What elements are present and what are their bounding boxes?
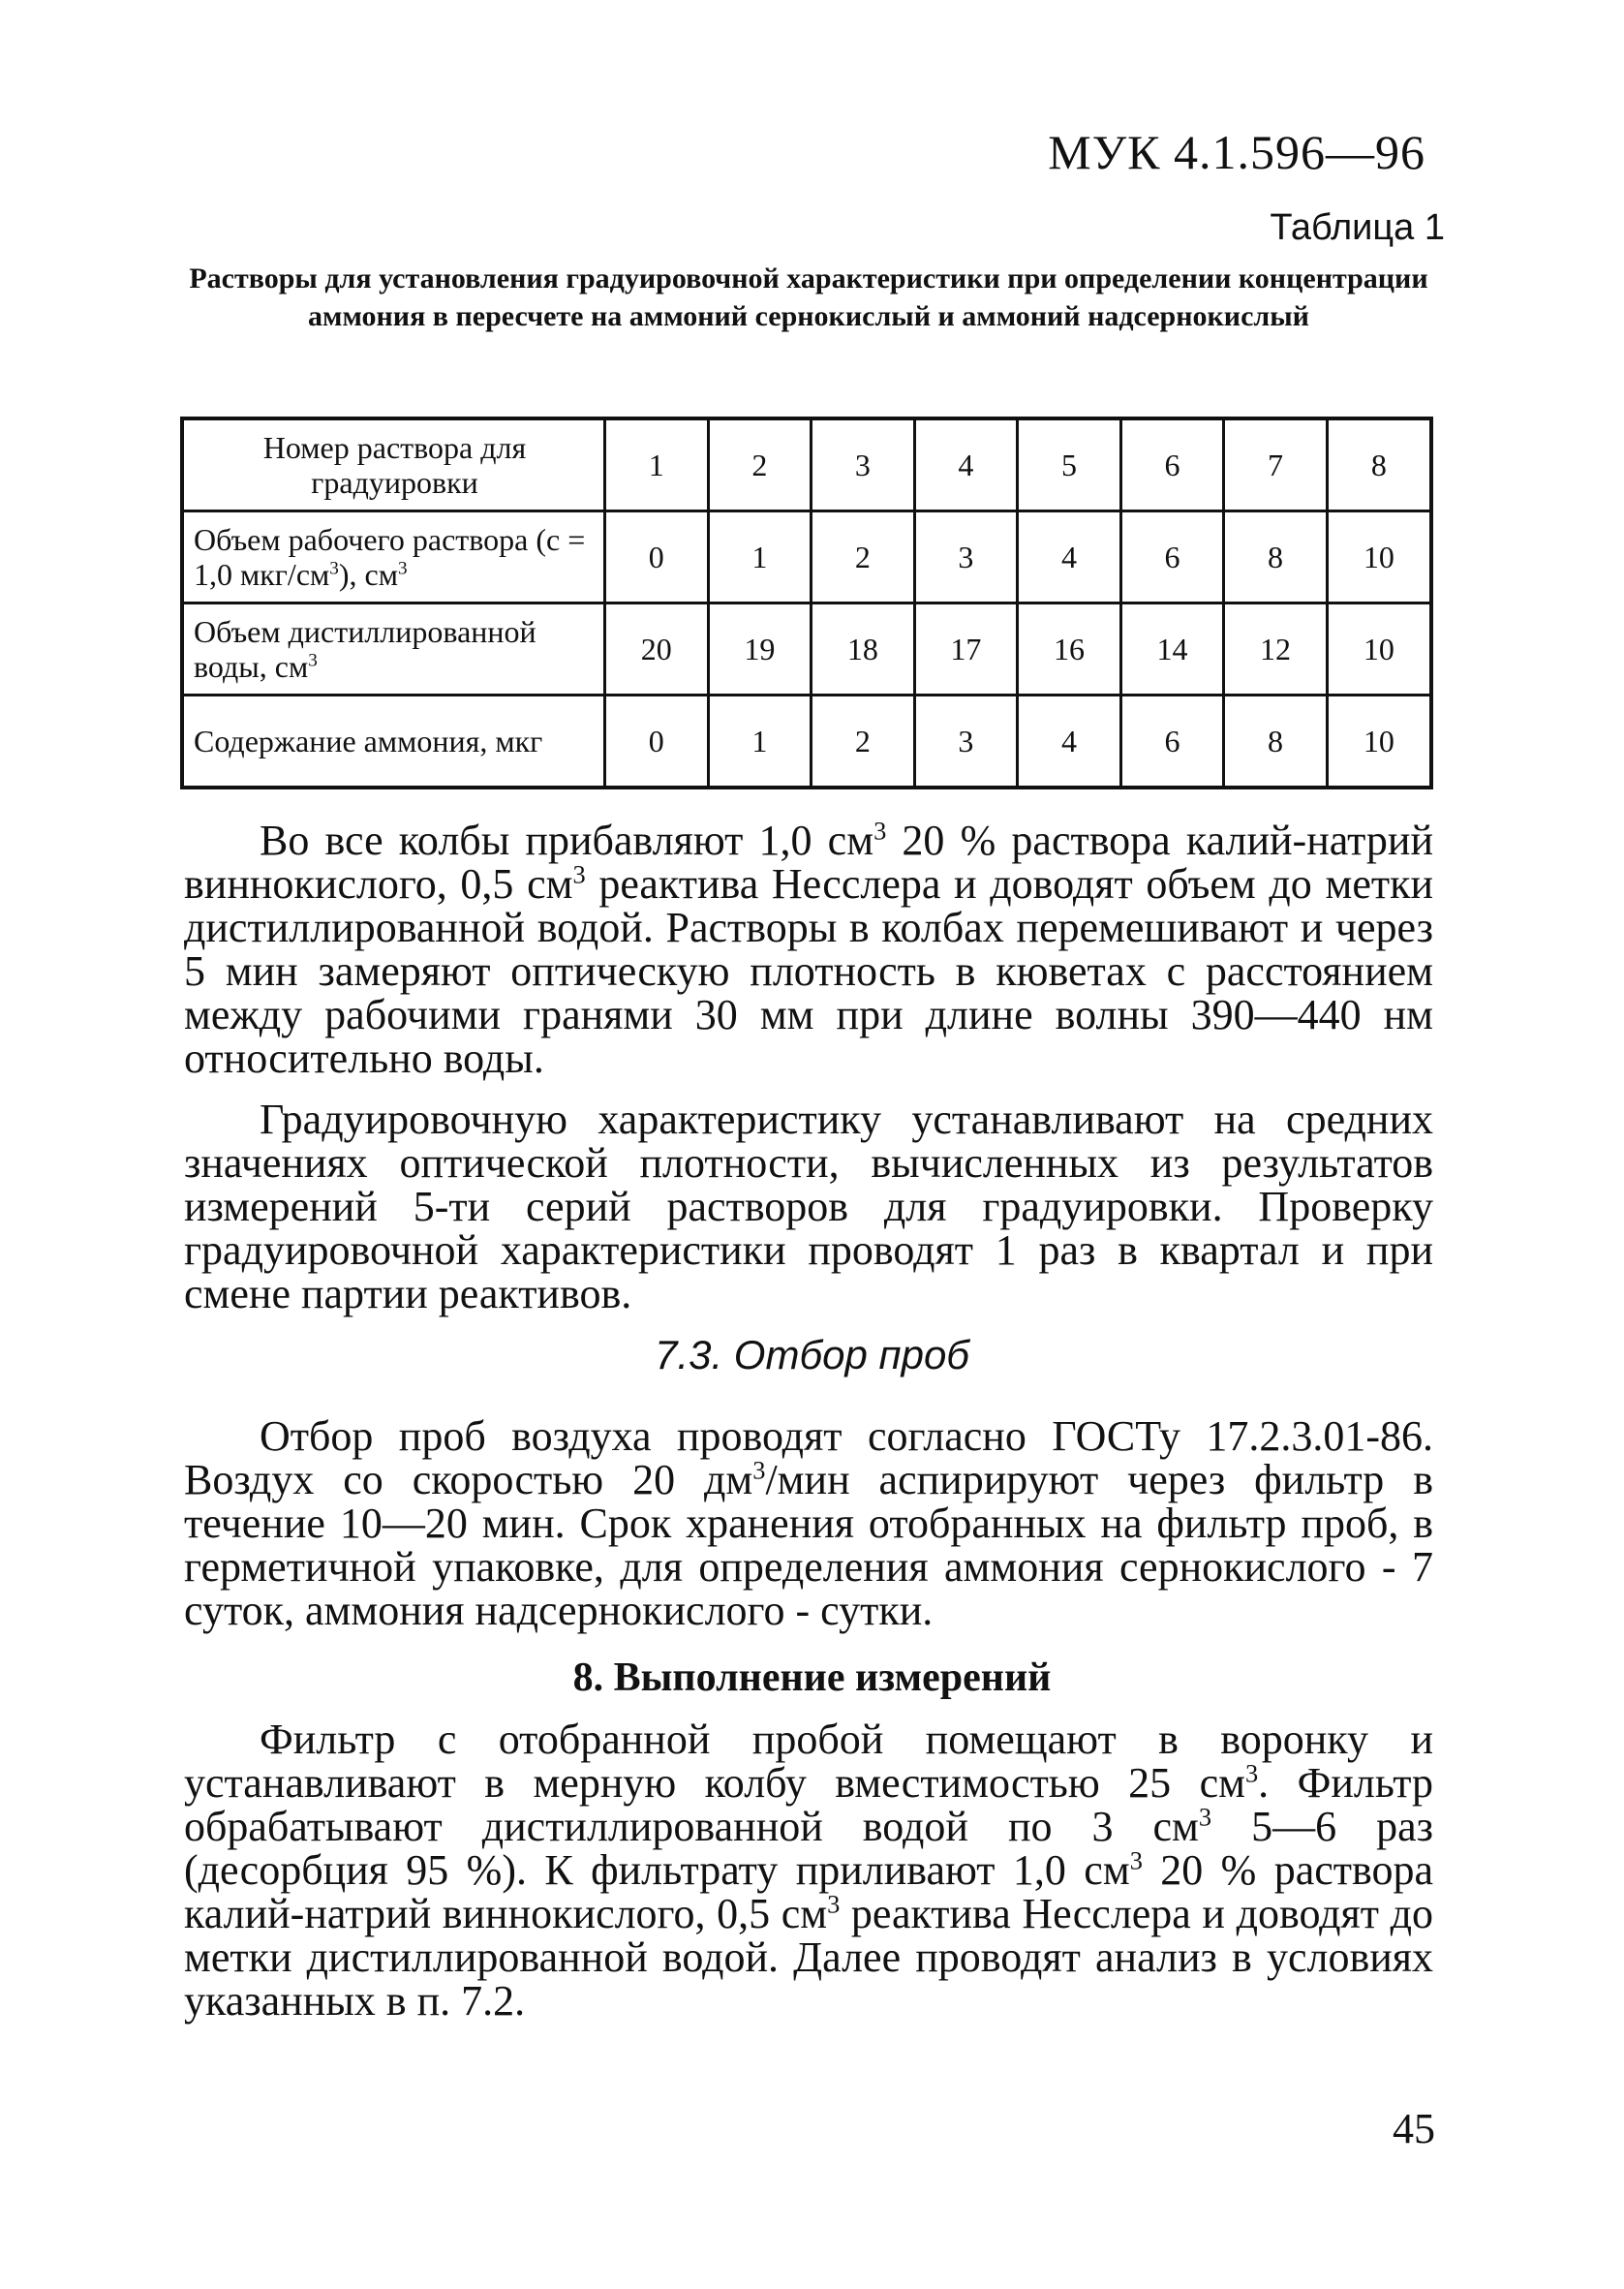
table-cell: 4 xyxy=(1018,511,1121,603)
table-body xyxy=(182,418,1431,788)
row-label: Объем рабочего раствора (с = 1,0 мкг/$см^3$), $см^3$ xyxy=(182,511,605,603)
paragraph: Во все колбы прибавляют 1,0 $см^3$ 20 % раствора калий-натрий виннокислого, 0,5 $см^3$ реактива Несслера и доводят объем до метки дистиллированной водой. Растворы в колбах перемешивают и через 5 мин замеряют оптическую плотность в кюветах с расстоянием между рабочими гранями 30 мм при длине волны 390—440 нм относительно воды. xyxy=(184,816,1433,1082)
table-row xyxy=(182,696,1431,789)
table-caption: Растворы для установления градуировочной характеристики при определении концентрации аммония в пересчете на аммоний сернокислый и аммоний надсернокислый xyxy=(189,263,1428,332)
table-cell: 0 xyxy=(605,511,709,603)
table-cell: 6 xyxy=(1120,418,1224,511)
table-cell: 2 xyxy=(812,511,915,603)
table-cell: 16 xyxy=(1018,603,1121,696)
page-number: 45 xyxy=(1393,2105,1435,2152)
table-cell: 10 xyxy=(1327,511,1431,603)
table-cell: 2 xyxy=(708,418,812,511)
section-7-2-text xyxy=(184,816,1433,1333)
table-cell: 6 xyxy=(1120,511,1224,603)
table-cell: 8 xyxy=(1327,418,1431,511)
table-cell: 3 xyxy=(812,418,915,511)
calibration-table xyxy=(180,417,1433,789)
table-cell: 4 xyxy=(1018,696,1121,789)
table-cell: 14 xyxy=(1120,603,1224,696)
table-cell: 8 xyxy=(1224,511,1328,603)
table-cell: 10 xyxy=(1327,696,1431,789)
table-cell: 7 xyxy=(1224,418,1328,511)
table-row xyxy=(182,418,1431,511)
table-label: Таблица 1 xyxy=(1270,207,1445,248)
table-cell: 8 xyxy=(1224,696,1328,789)
section-7-3-heading: 7.3. Отбор проб xyxy=(655,1332,969,1377)
table-row xyxy=(182,511,1431,603)
table-cell: 6 xyxy=(1120,696,1224,789)
table-cell: 3 xyxy=(914,696,1018,789)
row-label: Содержание аммония, мкг xyxy=(182,696,605,789)
section-8-text xyxy=(184,1717,1433,2040)
table-cell: 1 xyxy=(708,511,812,603)
section-7-3-text xyxy=(184,1414,1433,1650)
table-cell: 10 xyxy=(1327,603,1431,696)
table-row xyxy=(182,603,1431,696)
paragraph: Фильтр с отобранной пробой помещают в воронку и устанавливают в мерную колбу вместимостью 25 $см^3$. Фильтр обрабатывают дистиллированной водой по 3 $см^3$ 5—6 раз (десорбция 95 %). К фильтрату приливают 1,0 $см^3$ 20 % раствора калий-натрий виннокислого, 0,5 $см^3$ реактива Несслера и доводят до метки дистиллированной водой. Далее проводят анализ в условиях указанных в п. 7.2. xyxy=(184,1716,1434,2025)
table-cell: 3 xyxy=(914,511,1018,603)
table-cell: 20 xyxy=(605,603,709,696)
table-cell: 17 xyxy=(914,603,1018,696)
table-cell: 4 xyxy=(914,418,1018,511)
table-cell: 0 xyxy=(605,696,709,789)
table-cell: 19 xyxy=(708,603,812,696)
table-cell: 1 xyxy=(605,418,709,511)
table-cell: 1 xyxy=(708,696,812,789)
table-cell: 5 xyxy=(1018,418,1121,511)
table-cell: 2 xyxy=(812,696,915,789)
section-8-heading: 8. Выполнение измерений xyxy=(572,1655,1052,1700)
row-label: Номер раствора для градуировки xyxy=(182,418,605,511)
row-label: Объем дистиллированной воды, $см^3$ xyxy=(182,603,605,696)
table-cell: 18 xyxy=(812,603,915,696)
paragraph: Отбор проб воздуха проводят согласно ГОСТу 17.2.3.01-86. Воздух со скоростью 20 $дм^3$/мин аспирируют через фильтр в течение 10—20 мин. Срок хранения отобранных на фильтр проб, в герметичной упаковке, для определения аммония сернокислого - 7 суток, аммония надсернокислого - сутки. xyxy=(184,1412,1433,1634)
table-cell: 12 xyxy=(1224,603,1328,696)
paragraph: Градуировочную характеристику устанавливают на средних значениях оптической плотности, вычисленных из результатов измерений 5-ти серий растворов для градуировки. Проверку градуировочной характеристики проводят 1 раз в квартал и при смене партии реактивов. xyxy=(184,1096,1433,1317)
doc-code: МУК 4.1.596—96 xyxy=(1048,125,1425,179)
